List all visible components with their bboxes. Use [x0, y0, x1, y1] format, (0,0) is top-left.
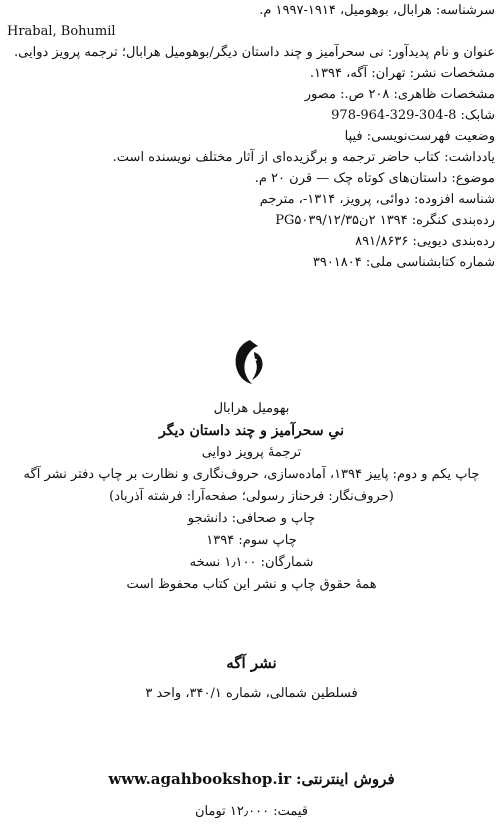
colophon-rights: همهٔ حقوق چاپ و نشر این کتاب محفوظ است [126, 577, 377, 592]
publisher-logo-icon [230, 338, 268, 386]
online-sales-label: فروش اینترنتی: [295, 770, 395, 788]
colophon-printing: چاپ و صحافی: دانشجو [187, 511, 316, 526]
colophon-typesetting: (حروف‌نگار: فرحناز رسولی؛ صفحه‌آرا: فرشته آذرباد) [109, 489, 394, 504]
price: قیمت: ۱۲٫۰۰۰ تومان [194, 804, 308, 819]
colophon-author: بهومیل هرابال [213, 401, 290, 416]
online-sales-url[interactable]: www.agahbookshop.ir [108, 770, 292, 788]
cip-title-statement: عنوان و نام پدیدآور: نی سحرآمیز و چند داستان دیگر/بوهومیل هرابال؛ ترجمه پرویز دوایی. [14, 45, 495, 60]
cip-author-heading: سرشناسه: هرابال، بوهومیل، ۱۹۱۴-۱۹۹۷ م. [259, 3, 495, 18]
colophon-edition: چاپ یکم و دوم: پاییز ۱۳۹۴، آماده‌سازی، حروف‌نگاری و نظارت بر چاپ دفتر نشر آگه [23, 467, 480, 482]
cip-isbn: شابک: 8-304-329-964-978 [331, 108, 495, 123]
cataloging-in-publication [7, 0, 495, 273]
cip-national-number: شماره کتابشناسی ملی: ۳۹۰۱۸۰۴ [312, 255, 495, 270]
cip-dewey: رده‌بندی دیویی: ۸۹۱/۸۶۳۶ [355, 234, 495, 249]
cip-physical-description: مشخصات ظاهری: ۲۰۸ ص.: مصور [304, 87, 495, 102]
publisher-name: نشر آگه [226, 654, 277, 672]
colophon-circulation: شمارگان: ۱٫۱۰۰ نسخه [189, 555, 314, 570]
colophon-third-edition: چاپ سوم: ۱۳۹۴ [206, 533, 297, 548]
cip-added-entry: شناسه افزوده: دوائی، پرویز، ۱۳۱۴-، مترجم [259, 192, 495, 207]
cip-subject: موضوع: داستان‌های کوتاه چک — قرن ۲۰ م. [254, 171, 495, 186]
cip-author-latin: Hrabal, Bohumil [7, 24, 116, 39]
colophon-translator: ترجمهٔ پرویز دوایی [201, 445, 302, 460]
cip-publication: مشخصات نشر: تهران: آگه، ۱۳۹۴. [309, 66, 495, 81]
colophon [0, 398, 503, 596]
cip-note: یادداشت: کتاب حاضر ترجمه و برگزیده‌ای از آثار مختلف نویسنده است. [112, 150, 495, 165]
colophon-title: نیِ سحرآمیز و چند داستان دیگر [159, 423, 344, 439]
cip-lc-class: رده‌بندی کنگره: ۱۳۹۴ ۲ن۱۲/۳۵/PG۵۰۳۹ [275, 213, 495, 228]
online-sales [0, 770, 503, 788]
publisher-address: فسلطین شمالی، شماره ۳۴۰/۱، واحد ۳ [145, 686, 358, 701]
cip-cataloging-status: وضعیت فهرست‌نویسی: فیپا [344, 129, 495, 144]
